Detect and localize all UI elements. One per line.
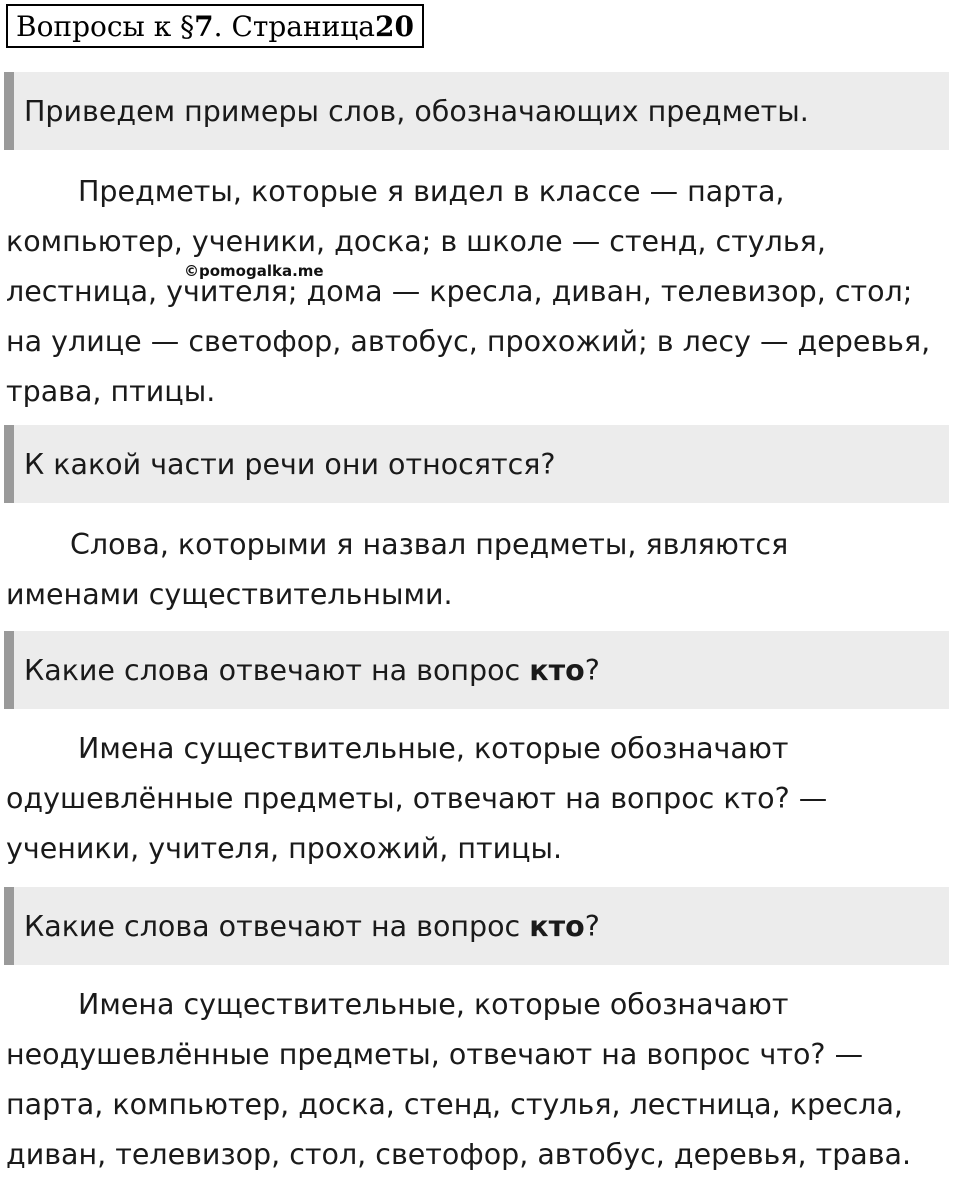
answer-2-line-1: Слова, которыми я назвал предметы, являются — [70, 528, 789, 561]
answer-4-line-3: парта, компьютер, доска, стенд, стулья, лестница, кресла, — [6, 1088, 903, 1121]
page-number: 20 — [375, 9, 414, 43]
question-3 — [4, 631, 949, 709]
answer-3-line-1: Имена существительные, которые обозначают — [78, 732, 789, 765]
answer-4-line-2: неодушевлённые предметы, отвечают на вопрос что? — — [6, 1038, 864, 1071]
answer-2-line-2: именами существительными. — [6, 578, 453, 611]
answer-2 — [6, 520, 956, 620]
answer-1-line-5: трава, птицы. — [6, 375, 216, 408]
question-4-keyword: кто — [529, 909, 585, 943]
watermark-text: ©pomogalka.me — [184, 262, 324, 280]
question-4-text — [24, 910, 600, 943]
question-1 — [4, 72, 949, 150]
question-4-prefix: Какие слова отвечают на вопрос — [24, 909, 530, 943]
question-4-suffix: ? — [584, 909, 600, 943]
answer-1-line-1: Предметы, которые я видел в классе — парта, — [78, 175, 785, 208]
answer-3 — [6, 724, 956, 874]
answer-1-line-3: лестница, учителя; дома — кресла, диван, телевизор, стол; — [6, 275, 913, 308]
answer-3-line-3: ученики, учителя, прохожий, птицы. — [6, 832, 563, 865]
answer-4-line-1: Имена существительные, которые обозначают — [78, 988, 789, 1021]
answer-1 — [6, 167, 956, 417]
question-3-prefix: Какие слова отвечают на вопрос — [24, 653, 530, 687]
question-4 — [4, 887, 949, 965]
question-3-keyword: кто — [529, 653, 585, 687]
question-3-text — [24, 654, 600, 687]
answer-4 — [6, 980, 956, 1180]
question-3-suffix: ? — [584, 653, 600, 687]
page-title-prefix: Вопросы к § — [16, 9, 195, 43]
paragraph-number: 7 — [194, 9, 214, 43]
answer-1-line-2: компьютер, ученики, доска; в школе — стенд, стулья, — [6, 225, 826, 258]
answer-3-line-2: одушевлённые предметы, отвечают на вопрос кто? — — [6, 782, 828, 815]
page-title-middle: . Страница — [213, 9, 375, 43]
answer-1-line-4: на улице — светофор, автобус, прохожий; в лесу — деревья, — [6, 325, 931, 358]
question-1-text: Приведем примеры слов, обозначающих предметы. — [24, 94, 809, 128]
answer-4-line-4: диван, телевизор, стол, светофор, автобус, деревья, трава. — [6, 1138, 912, 1171]
page-title — [6, 4, 424, 48]
question-2-text: К какой части речи они относятся? — [24, 447, 556, 481]
question-2 — [4, 425, 949, 503]
